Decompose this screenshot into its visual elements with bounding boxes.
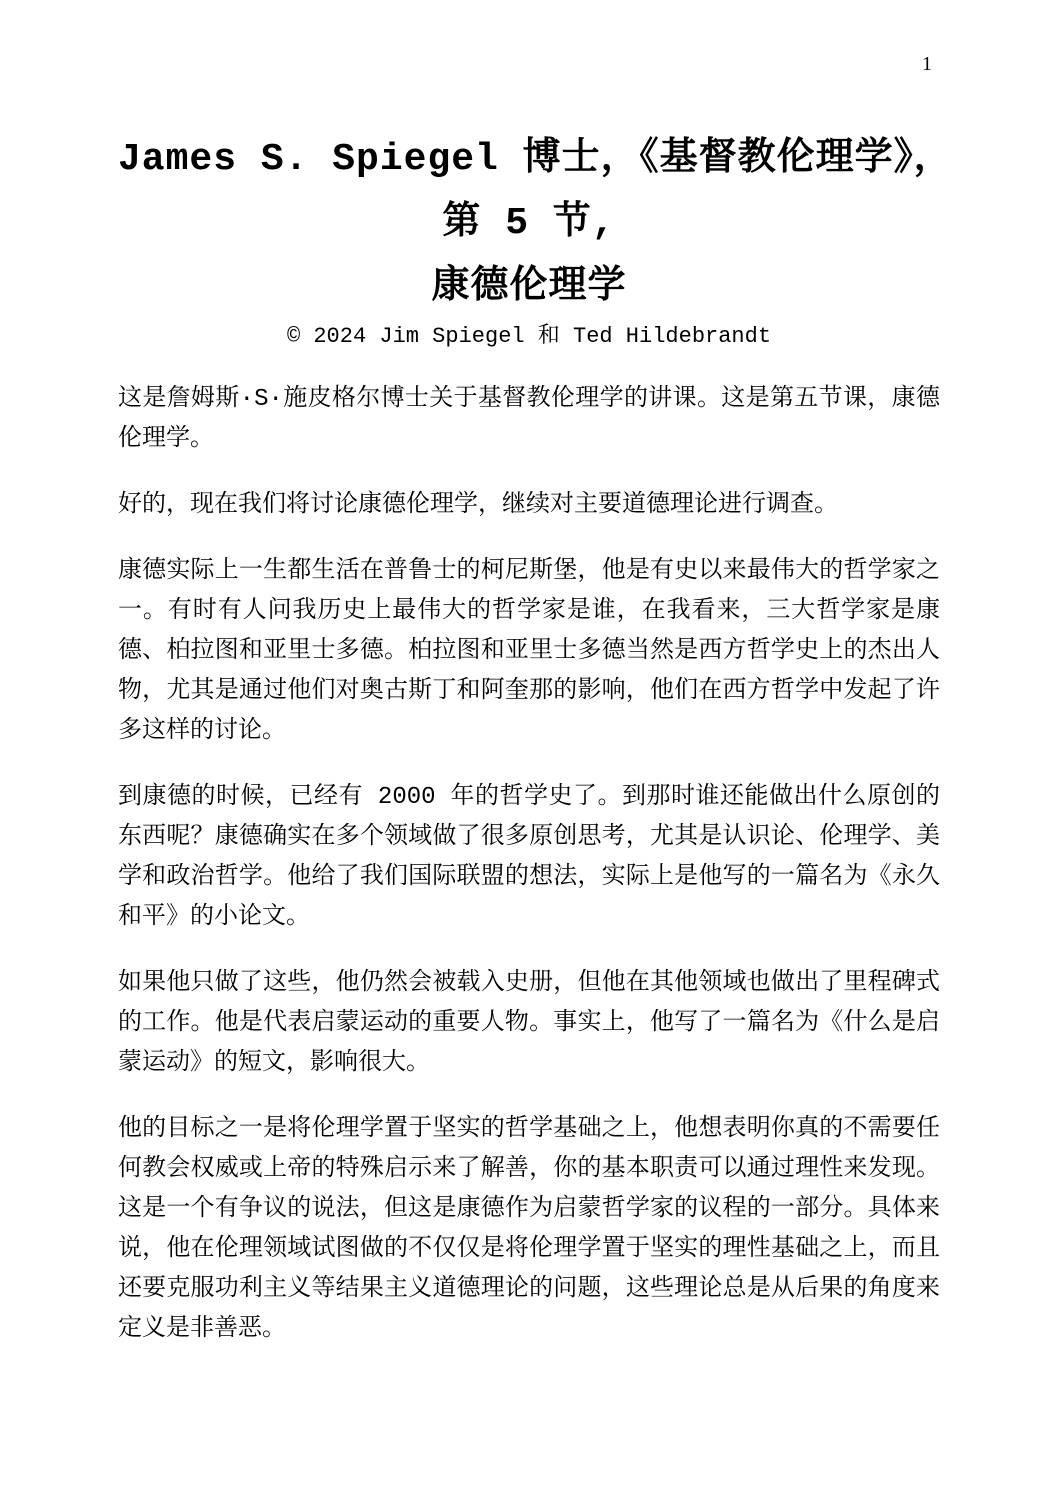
page-content (0, 128, 1058, 1350)
paragraph-ethics-goal: 他的目标之一是将伦理学置于坚实的哲学基础之上，他想表明你真的不需要任何教会权威或上帝的特殊启示来了解善，你的基本职责可以通过理性来发现。这是一个有争议的说法，但这是康德作为启蒙哲学家的议程的一部分。具体来说，他在伦理领域试图做的不仅仅是将伦理学置于坚实的理性基础之上，而且还要克服功利主义等结果主义道德理论的问题，这些理论总是从后果的角度来定义是非善恶。 (118, 1116, 940, 1343)
document-title (118, 128, 953, 320)
paragraph-opening: 好的，现在我们将讨论康德伦理学，继续对主要道德理论进行调查。 (118, 492, 838, 519)
page-number: 1 (922, 53, 932, 75)
title-line-session: 第 5 节, (442, 202, 616, 245)
title-line-topic: 康德伦理学 (431, 266, 627, 309)
paragraph-enlightenment: 如果他只做了这些，他仍然会被载入史册，但他在其他领域也做出了里程碑式的工作。他是代表启蒙运动的重要人物。事实上，他写了一篇名为《什么是启蒙运动》的短文，影响很大。 (118, 970, 940, 1077)
document-body (118, 380, 940, 1350)
paragraph-kant-life: 康德实际上一生都生活在普鲁士的柯尼斯堡，他是有史以来最伟大的哲学家之一。有时有人问我历史上最伟大的哲学家是谁，在我看来，三大哲学家是康德、柏拉图和亚里士多德。柏拉图和亚里士多德当然是西方哲学史上的杰出人物，尤其是通过他们对奥古斯丁和阿奎那的影响，他们在西方哲学中发起了许多这样的讨论。 (118, 558, 940, 745)
paragraph-intro: 这是詹姆斯·S·施皮格尔博士关于基督教伦理学的讲课。这是第五节课，康德伦理学。 (118, 386, 940, 453)
title-line-author: James S. Spiegel 博士，《基督教伦理学》， (118, 138, 953, 181)
paragraph-kant-originality: 到康德的时候，已经有 2000 年的哲学史了。到那时谁还能做出什么原创的东西呢？康德确实在多个领域做了很多原创思考，尤其是认识论、伦理学、美学和政治哲学。他给了我们国际联盟的想法，实际上是他写的一篇名为《永久和平》的小论文。 (118, 784, 940, 931)
copyright-line: © 2024 Jim Spiegel 和 Ted Hildebrandt (286, 324, 772, 349)
